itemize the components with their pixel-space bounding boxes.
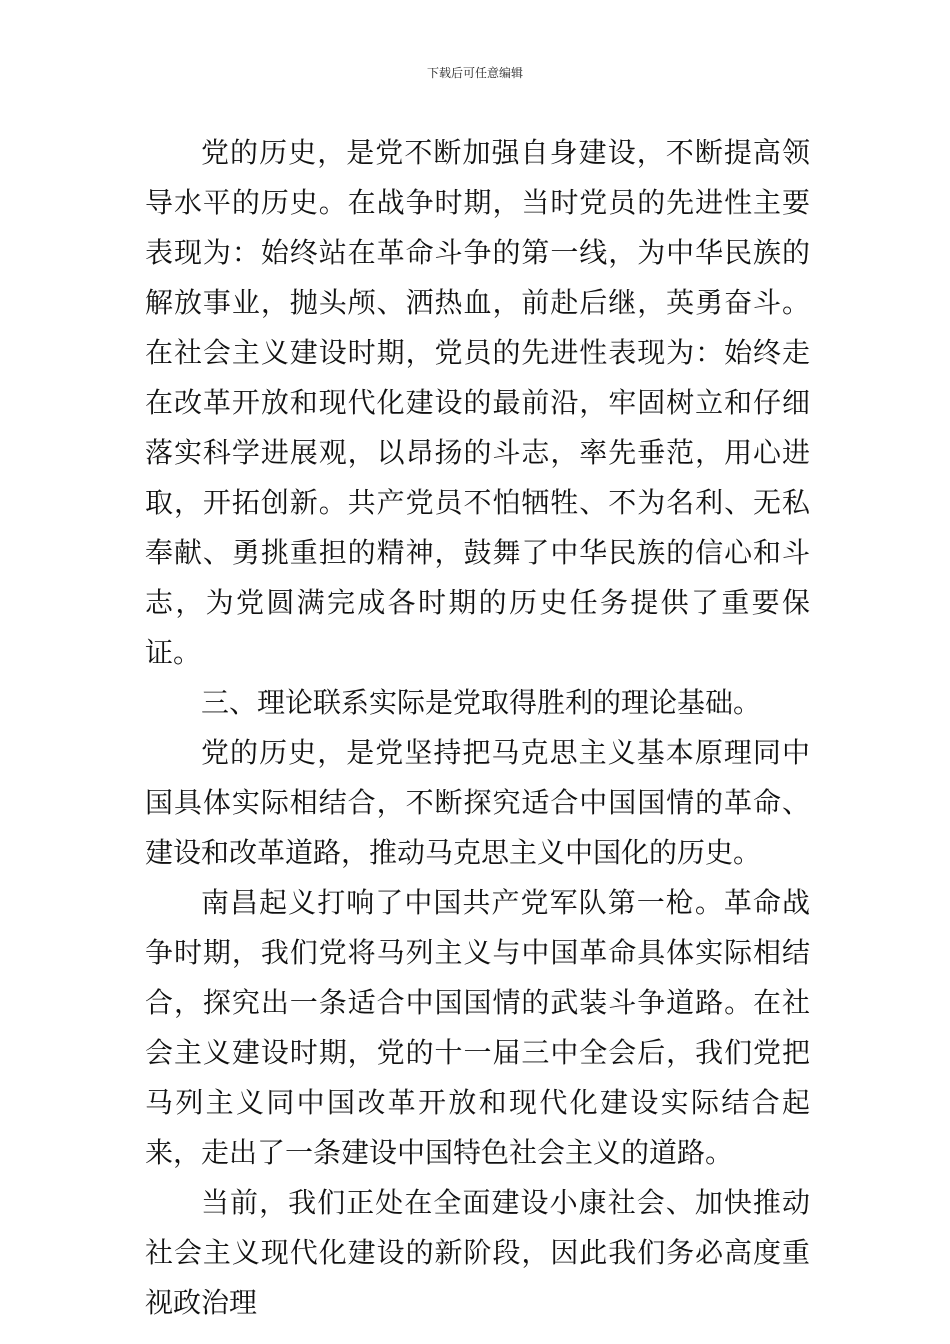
- paragraph-nanchang-uprising: 南昌起义打响了中国共产党军队第一枪。革命战争时期，我们党将马列主义与中国革命具体实际相结合，探究出一条适合中国国情的武装斗争道路。在社会主义建设时期，党的十一届三中全会后，我们党把马列主义同中国改革开放和现代化建设实际结合起来，走出了一条建设中国特色社会主义的道路。: [145, 886, 810, 1169]
- paragraph-party-self-building: 党的历史，是党不断加强自身建设，不断提高领导水平的历史。在战争时期，当时党员的先进性主要表现为：始终站在革命斗争的第一线，为中华民族的解放事业，抛头颅、洒热血，前赴后继，英勇奋斗。在社会主义建设时期，党员的先进性表现为：始终走在改革开放和现代化建设的最前沿，牢固树立和仔细落实科学进展观，以昂扬的斗志，率先垂范，用心进取，开拓创新。共产党员不怕牺牲、不为名利、无私奉献、勇挑重担的精神，鼓舞了中华民族的信心和斗志，为党圆满完成各时期的历史任务提供了重要保证。: [145, 136, 810, 669]
- page-header: 下载后可任意编辑: [426, 66, 523, 80]
- section-heading-three: 三、理论联系实际是党取得胜利的理论基础。: [201, 686, 762, 719]
- paragraph-current-stage: 当前，我们正处在全面建设小康社会、加快推动社会主义现代化建设的新阶段，因此我们务必高度重视政治理: [145, 1186, 810, 1319]
- paragraph-marxism-sinicization: 党的历史，是党坚持把马克思主义基本原理同中国具体实际相结合，不断探究适合中国国情的革命、建设和改革道路，推动马克思主义中国化的历史。: [145, 736, 810, 869]
- document-body: [145, 128, 810, 1328]
